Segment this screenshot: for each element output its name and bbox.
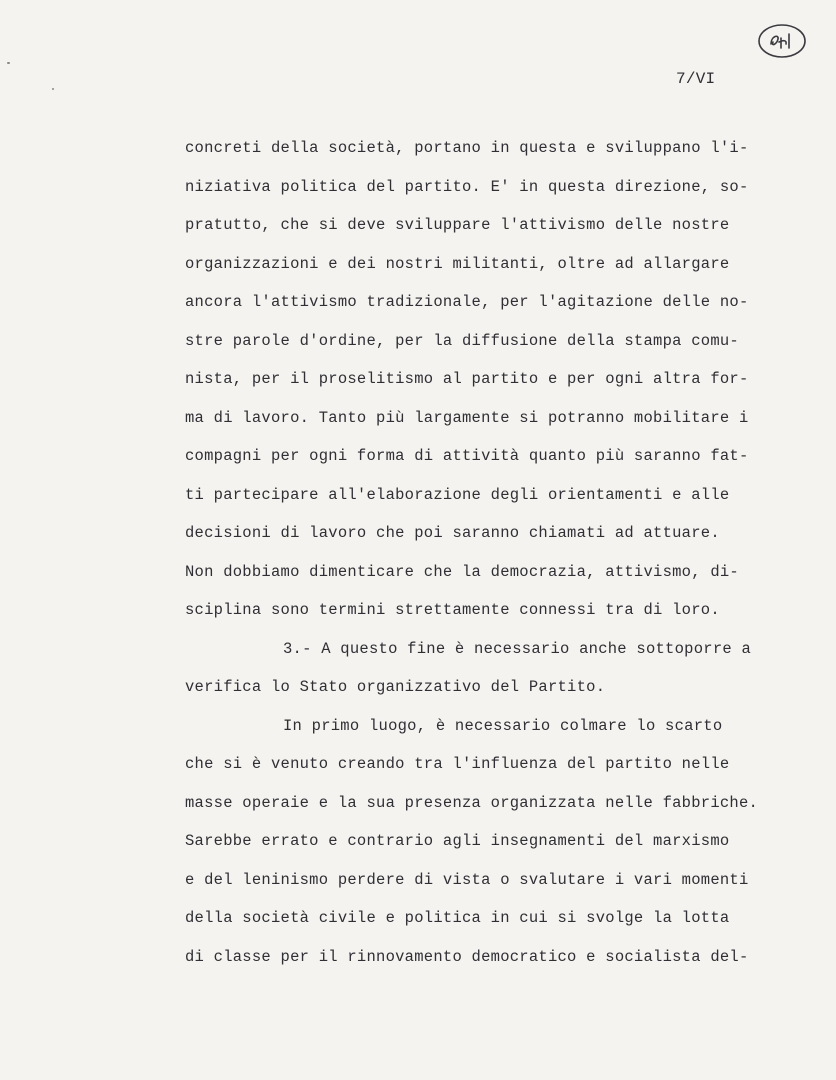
paper-speck (7, 62, 10, 64)
text-line: verifica lo Stato organizzativo del Partito. (185, 678, 606, 696)
text-line: 3.- A questo fine è necessario anche sottoporre a (283, 639, 752, 658)
text-line: Non dobbiamo dimenticare che la democrazia, attivismo, di- (185, 562, 739, 581)
page-number: 7/VI (676, 70, 716, 88)
text-line: di classe per il rinnovamento democratico e socialista del- (185, 947, 749, 966)
text-line: che si è venuto creando tra l'influenza del partito nelle (185, 755, 730, 773)
text-line: sciplina sono termini strettamente connessi tra di loro. (185, 601, 720, 619)
text-line: niziativa politica del partito. E' in questa direzione, so- (185, 177, 749, 196)
paper-speck (52, 88, 54, 90)
text-line: Sarebbe errato e contrario agli insegnamenti del marxismo (185, 832, 730, 850)
text-line: In primo luogo, è necessario colmare lo scarto (283, 716, 723, 735)
archive-stamp (757, 22, 807, 60)
text-line: e del leninismo perdere di vista o svalutare i vari momenti (185, 870, 749, 889)
text-line: nista, per il proselitismo al partito e per ogni altra for- (185, 370, 749, 388)
text-line: ti partecipare all'elaborazione degli orientamenti e alle (185, 485, 730, 504)
text-line: masse operaie e la sua presenza organizzata nelle fabbriche. (185, 793, 759, 812)
text-line: concreti della società, portano in questa e sviluppano l'i- (185, 139, 749, 157)
text-line: compagni per ogni forma di attività quanto più saranno fat- (185, 447, 749, 465)
text-line: stre parole d'ordine, per la diffusione della stampa comu- (185, 331, 739, 350)
text-line: ancora l'attivismo tradizionale, per l'agitazione delle no- (185, 293, 749, 311)
text-line: ma di lavoro. Tanto più largamente si potranno mobilitare i (185, 408, 749, 427)
text-line: della società civile e politica in cui si svolge la lotta (185, 909, 730, 927)
text-line: pratutto, che si deve sviluppare l'attivismo delle nostre (185, 216, 730, 234)
text-line: organizzazioni e dei nostri militanti, oltre ad allargare (185, 254, 730, 273)
text-line: decisioni di lavoro che poi saranno chiamati ad attuare. (185, 524, 720, 542)
